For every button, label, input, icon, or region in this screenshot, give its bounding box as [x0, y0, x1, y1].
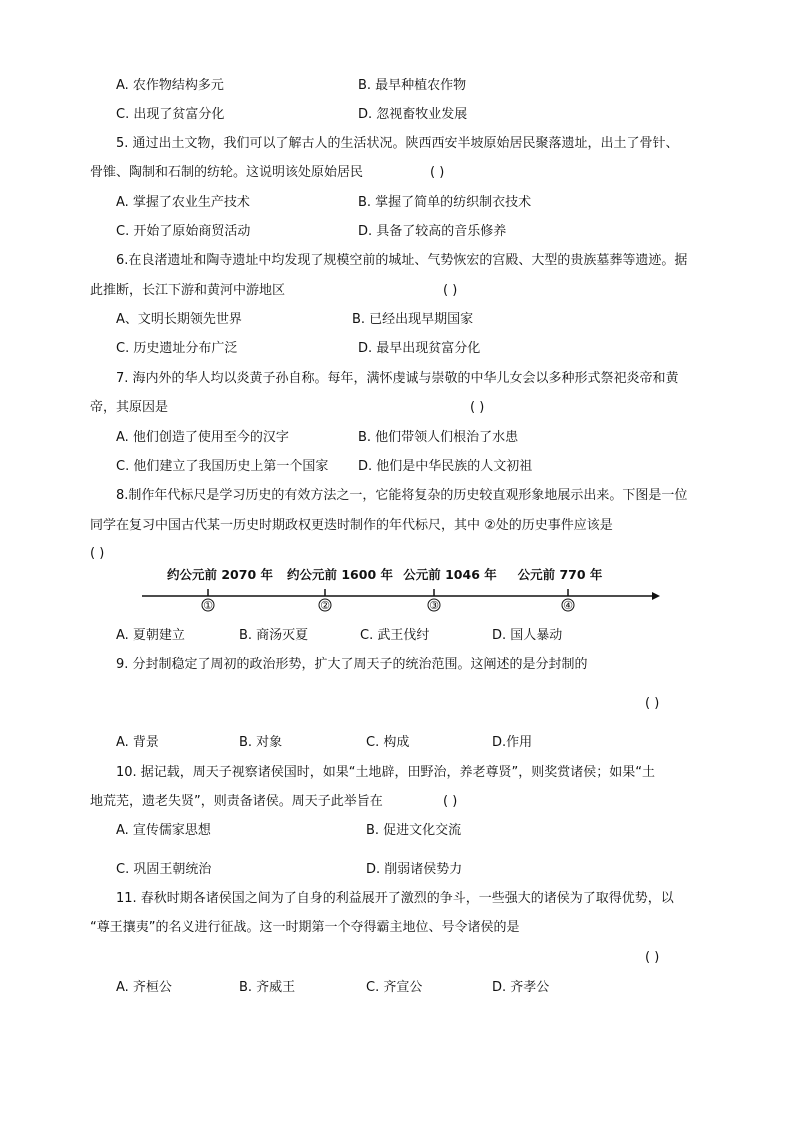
q9-option-c[interactable]: C. 构成: [366, 735, 410, 750]
timeline-marker-3: ③: [429, 599, 439, 612]
q7-option-d[interactable]: D. 他们是中华民族的人文初祖: [358, 459, 533, 474]
q7-stem-line2: 帝，其原因是: [90, 400, 169, 415]
q8-stem-line1: 8.制作年代标尺是学习历史的有效方法之一，它能将复杂的历史较直观形象地展示出来。下图是一位: [116, 488, 688, 503]
q11-option-a[interactable]: A. 齐桓公: [116, 980, 172, 995]
q6-option-b[interactable]: B. 已经出现早期国家: [352, 312, 474, 327]
q9-option-a[interactable]: A. 背景: [116, 735, 159, 750]
q5-option-d[interactable]: D. 具备了较高的音乐修养: [358, 224, 507, 239]
q6-option-a[interactable]: A、文明长期领先世界: [116, 312, 242, 327]
q8-option-b[interactable]: B. 商汤灭夏: [239, 628, 309, 643]
q10-option-d[interactable]: D. 削弱诸侯势力: [366, 862, 463, 877]
q5-answer-blank: ( ): [430, 165, 445, 180]
q8-answer-blank: ( ): [90, 546, 105, 561]
timeline-label-3: 公元前 1046 年: [403, 567, 497, 582]
timeline-marker-4: ④: [563, 599, 573, 612]
q10-stem-line2: 地荒芜，遗老失贤”，则责备诸侯。周天子此举旨在: [90, 794, 383, 809]
q10-option-c[interactable]: C. 巩固王朝统治: [116, 862, 212, 877]
q11-answer-blank: ( ): [645, 950, 660, 965]
q5-stem-line2: 骨锥、陶制和石制的纺轮。这说明该处原始居民: [90, 165, 364, 180]
q9-option-b[interactable]: B. 对象: [239, 735, 283, 750]
q6-option-d[interactable]: D. 最早出现贫富分化: [358, 341, 481, 356]
q5-option-c[interactable]: C. 开始了原始商贸活动: [116, 224, 251, 239]
timeline-figure: [130, 562, 670, 614]
q5-option-a[interactable]: A. 掌握了农业生产技术: [116, 195, 250, 210]
q7-option-b[interactable]: B. 他们带领人们根治了水患: [358, 430, 519, 445]
q4-option-b[interactable]: B. 最早种植农作物: [358, 78, 467, 93]
q11-stem-line1: 11. 春秋时期各诸侯国之间为了自身的利益展开了激烈的争斗，一些强大的诸侯为了取得优势，以: [116, 891, 674, 906]
q11-option-c[interactable]: C. 齐宣公: [366, 980, 423, 995]
q8-option-d[interactable]: D. 国人暴动: [492, 628, 563, 643]
q7-option-a[interactable]: A. 他们创造了使用至今的汉字: [116, 430, 289, 445]
timeline-label-2: 约公元前 1600 年: [287, 567, 393, 582]
timeline-label-1: 约公元前 2070 年: [167, 567, 273, 582]
q6-stem-line2: 此推断，长江下游和黄河中游地区: [90, 283, 286, 298]
q8-stem-line2: 同学在复习中国古代某一历史时期政权更迭时制作的年代标尺，其中 ②处的历史事件应该是: [90, 518, 613, 533]
timeline-arrow-icon: [652, 592, 660, 600]
q8-option-c[interactable]: C. 武王伐纣: [360, 628, 430, 643]
q5-stem-line1: 5. 通过出土文物，我们可以了解古人的生活状况。陕西西安半坡原始居民聚落遗址，出土了骨针、: [116, 136, 679, 151]
q7-answer-blank: ( ): [470, 400, 485, 415]
q9-option-d[interactable]: D.作用: [492, 735, 533, 750]
q7-stem-line1: 7. 海内外的华人均以炎黄子孙自称。每年，满怀虔诚与崇敬的中华儿女会以多种形式祭祀炎帝和黄: [116, 371, 679, 386]
q11-option-d[interactable]: D. 齐孝公: [492, 980, 550, 995]
q7-option-c[interactable]: C. 他们建立了我国历史上第一个国家: [116, 459, 329, 474]
q9-stem-line1: 9. 分封制稳定了周初的政治形势，扩大了周天子的统治范围。这阐述的是分封制的: [116, 657, 588, 672]
q10-option-a[interactable]: A. 宣传儒家思想: [116, 823, 211, 838]
q9-answer-blank: ( ): [645, 696, 660, 711]
q10-answer-blank: ( ): [443, 794, 458, 809]
q4-option-c[interactable]: C. 出现了贫富分化: [116, 107, 225, 122]
q11-option-b[interactable]: B. 齐威王: [239, 980, 296, 995]
q10-option-b[interactable]: B. 促进文化交流: [366, 823, 462, 838]
timeline-label-4: 公元前 770 年: [517, 567, 603, 582]
timeline-marker-1: ①: [203, 599, 213, 612]
q10-stem-line1: 10. 据记载，周天子视察诸侯国时，如果“土地辟，田野治，养老尊贤”，则奖赏诸侯；如果“土: [116, 765, 656, 780]
q4-option-d[interactable]: D. 忽视畜牧业发展: [358, 107, 468, 122]
q6-option-c[interactable]: C. 历史遗址分布广泛: [116, 341, 238, 356]
q6-stem-line1: 6.在良渚遗址和陶寺遗址中均发现了规模空前的城址、气势恢宏的宫殿、大型的贵族墓葬等遗迹。据: [116, 253, 688, 268]
q8-option-a[interactable]: A. 夏朝建立: [116, 628, 185, 643]
q5-option-b[interactable]: B. 掌握了简单的纺织制衣技术: [358, 195, 532, 210]
q11-stem-line2: “尊王攘夷”的名义进行征战。这一时期第一个夺得霸主地位、号令诸侯的是: [90, 920, 520, 935]
q4-option-a[interactable]: A. 农作物结构多元: [116, 78, 224, 93]
q6-answer-blank: ( ): [443, 283, 458, 298]
timeline-marker-2: ②: [320, 599, 330, 612]
